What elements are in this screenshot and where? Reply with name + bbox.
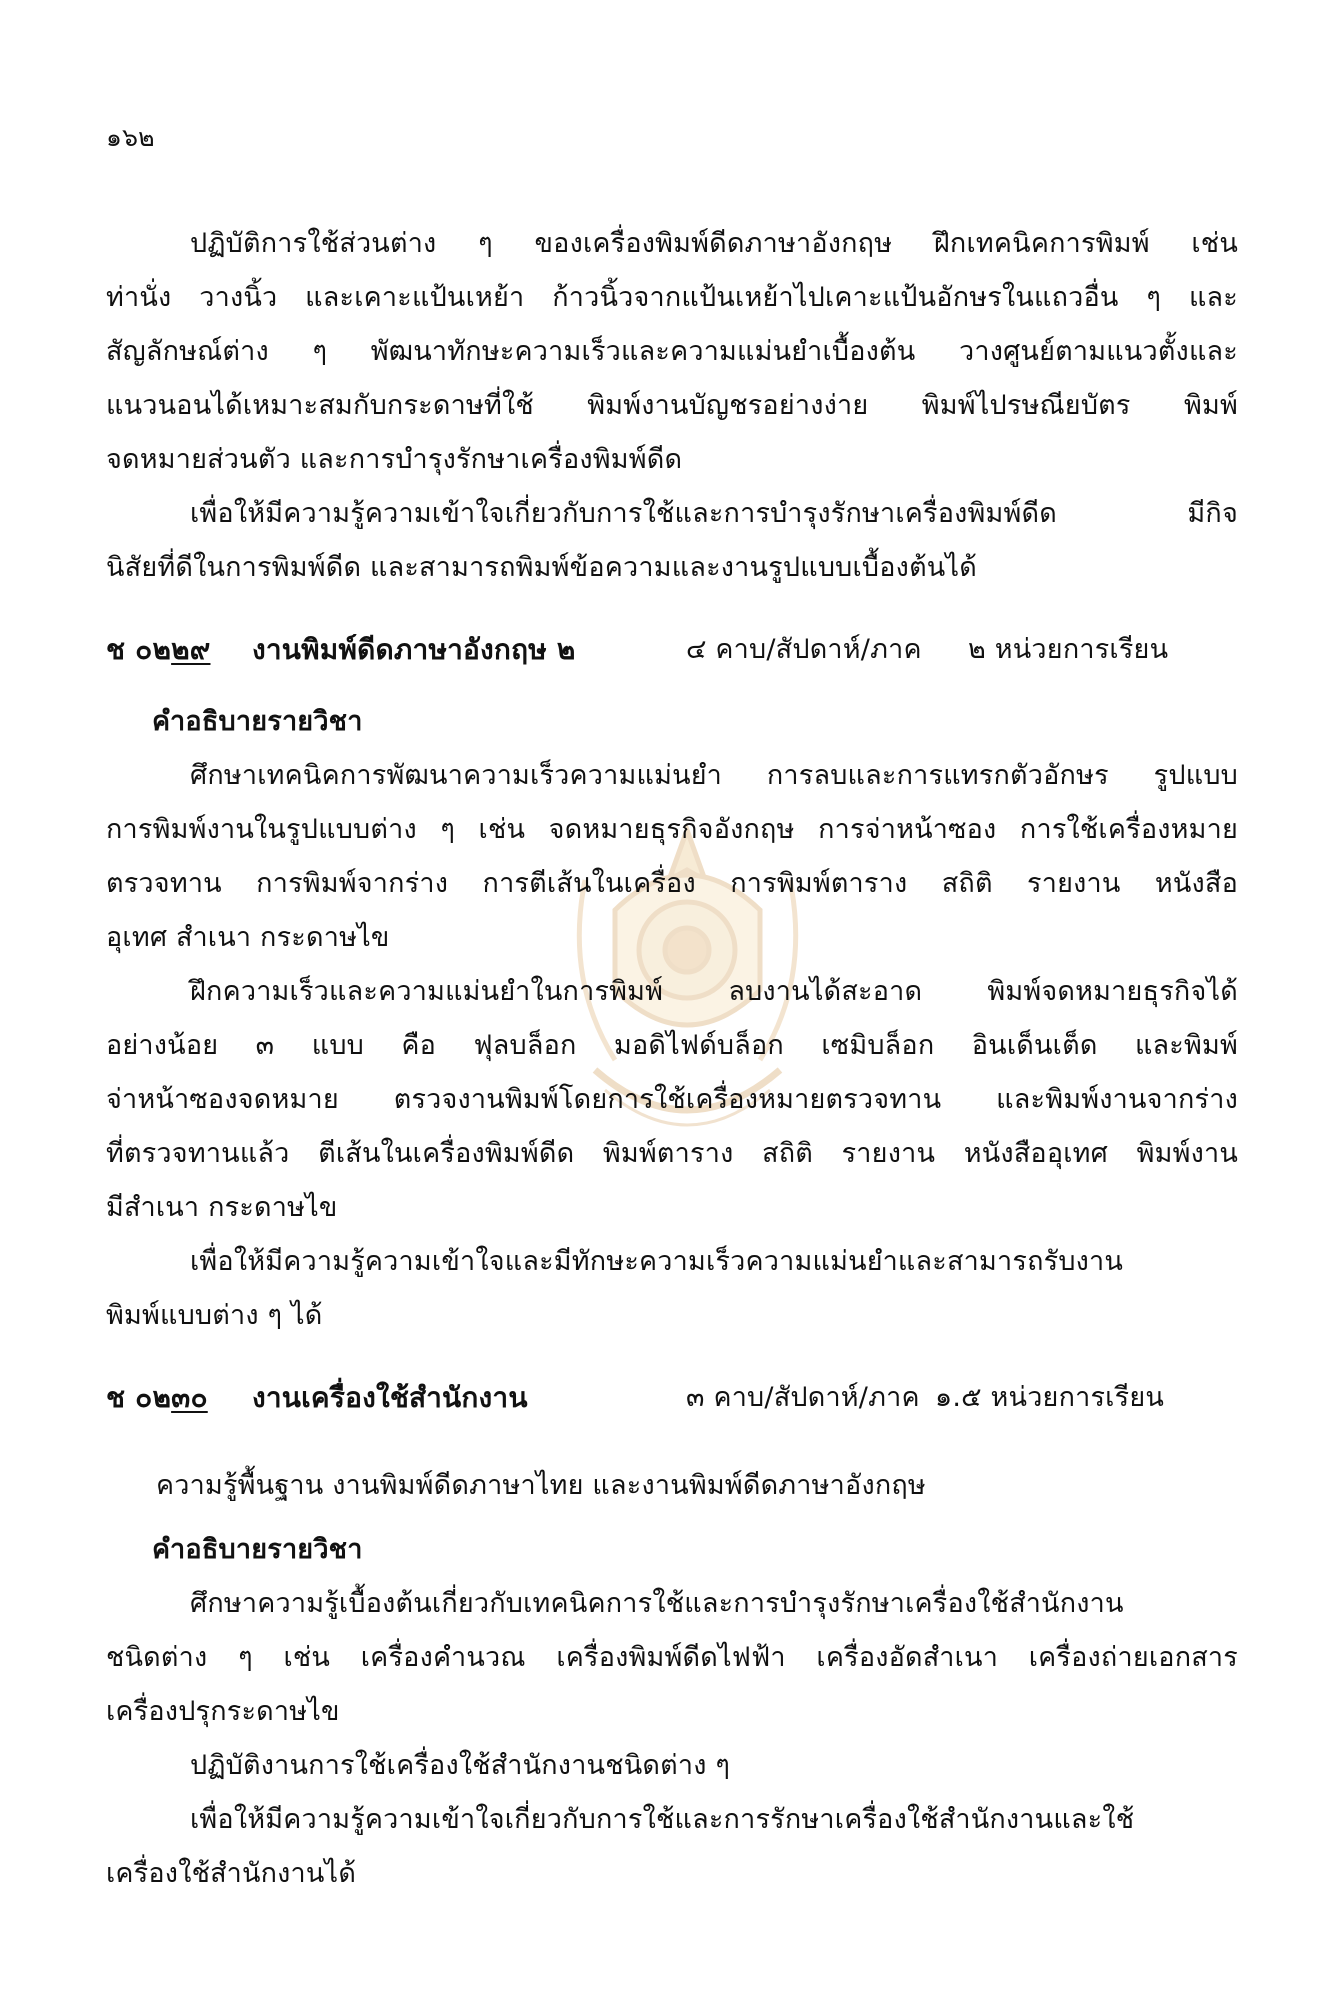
prerequisite-line: ความรู้พื้นฐาน งานพิมพ์ดีดภาษาไทย และงานพิมพ์ดีดภาษาอังกฤษ <box>156 1470 926 1501</box>
paragraph-line: เพื่อให้มีความรู้ความเข้าใจเกี่ยวกับการใช้และการบำรุงรักษาเครื่องพิมพ์ดีด มีกิจ <box>190 498 1238 529</box>
paragraph-line: ปฏิบัติการใช้ส่วนต่าง ๆ ของเครื่องพิมพ์ดีดภาษาอังกฤษ ฝึกเทคนิคการพิมพ์ เช่น <box>190 228 1238 259</box>
paragraph-line: ที่ตรวจทานแล้ว ตีเส้นในเครื่องพิมพ์ดีด พิมพ์ตาราง สถิติ รายงาน หนังสืออุเทศ พิมพ์งาน <box>106 1138 1238 1169</box>
course-title: งานเครื่องใช้สำนักงาน <box>252 1381 528 1414</box>
paragraph-line: เพื่อให้มีความรู้ความเข้าใจเกี่ยวกับการใช้และการรักษาเครื่องใช้สำนักงานและใช้ <box>190 1804 1135 1835</box>
paragraph-line: จ่าหน้าซองจดหมาย ตรวจงานพิมพ์โดยการใช้เครื่องหมายตรวจทาน และพิมพ์งานจากร่าง <box>106 1084 1238 1115</box>
paragraph-line: อย่างน้อย ๓ แบบ คือ ฟุลบล็อก มอดิไฟด์บล็อก เซมิบล็อก อินเด็นเต็ด และพิมพ์ <box>106 1030 1238 1061</box>
paragraph-line: เพื่อให้มีความรู้ความเข้าใจและมีทักษะความเร็วความแม่นยำและสามารถรับงาน <box>190 1246 1124 1277</box>
course-code <box>106 630 210 670</box>
paragraph-line: นิสัยที่ดีในการพิมพ์ดีด และสามารถพิมพ์ข้อความและงานรูปแบบเบื้องต้นได้ <box>106 552 977 583</box>
paragraph-line: ศึกษาเทคนิคการพัฒนาความเร็วความแม่นยำ การลบและการแทรกตัวอักษร รูปแบบ <box>190 760 1238 791</box>
paragraph-line: อุเทศ สำเนา กระดาษไข <box>106 922 390 953</box>
paragraph-line: ชนิดต่าง ๆ เช่น เครื่องคำนวณ เครื่องพิมพ์ดีดไฟฟ้า เครื่องอัดสำเนา เครื่องถ่ายเอกสาร <box>106 1642 1238 1673</box>
course-code-prefix: ช ๐๒ <box>106 633 172 666</box>
paragraph-line: สัญลักษณ์ต่าง ๆ พัฒนาทักษะความเร็วและความแม่นยำเบื้องต้น วางศูนย์ตามแนวตั้งและ <box>106 336 1238 367</box>
page-number: ๑๖๒ <box>106 123 155 152</box>
paragraph-line: มีสำเนา กระดาษไข <box>106 1192 338 1223</box>
paragraph-line: ปฏิบัติงานการใช้เครื่องใช้สำนักงานชนิดต่าง ๆ <box>190 1750 731 1781</box>
paragraph-line: จดหมายส่วนตัว และการบำรุงรักษาเครื่องพิมพ์ดีด <box>106 444 683 475</box>
paragraph-line: แนวนอนได้เหมาะสมกับกระดาษที่ใช้ พิมพ์งานบัญชรอย่างง่าย พิมพ์ไปรษณียบัตร พิมพ์ <box>106 390 1238 421</box>
paragraph-line: เครื่องใช้สำนักงานได้ <box>106 1858 357 1889</box>
paragraph-line: ศึกษาความรู้เบื้องต้นเกี่ยวกับเทคนิคการใช้และการบำรุงรักษาเครื่องใช้สำนักงาน <box>190 1588 1124 1619</box>
paragraph-line: ท่านั่ง วางนิ้ว และเคาะแป้นเหย้า ก้าวนิ้วจากแป้นเหย้าไปเคาะแป้นอักษรในแถวอื่น ๆ และ <box>106 282 1238 313</box>
paragraph-line: ฝึกความเร็วและความแม่นยำในการพิมพ์ ลบงานได้สะอาด พิมพ์จดหมายธุรกิจได้ <box>190 976 1238 1007</box>
course-hours: ๓ คาบ/สัปดาห์/ภาค <box>686 1382 920 1413</box>
course-credits: ๑.๕ หน่วยการเรียน <box>935 1382 1164 1413</box>
course-title: งานพิมพ์ดีดภาษาอังกฤษ ๒ <box>252 633 576 666</box>
paragraph-line: ตรวจทาน การพิมพ์จากร่าง การตีเส้นในเครื่อง การพิมพ์ตาราง สถิติ รายงาน หนังสือ <box>106 868 1238 899</box>
course-code-prefix: ช ๐๒ <box>106 1381 172 1414</box>
course-code-suffix: ๓๐ <box>171 1381 208 1414</box>
course-code <box>106 1378 208 1418</box>
course-credits: ๒ หน่วยการเรียน <box>968 634 1169 665</box>
course-hours: ๔ คาบ/สัปดาห์/ภาค <box>686 634 922 665</box>
paragraph-line: พิมพ์แบบต่าง ๆ ได้ <box>106 1300 323 1331</box>
course-code-suffix: ๒๙ <box>171 633 211 666</box>
paragraph-line: เครื่องปรุกระดาษไข <box>106 1696 340 1727</box>
description-heading: คำอธิบายรายวิชา <box>152 1534 363 1565</box>
description-heading: คำอธิบายรายวิชา <box>152 706 363 737</box>
paragraph-line: การพิมพ์งานในรูปแบบต่าง ๆ เช่น จดหมายธุรกิจอังกฤษ การจ่าหน้าซอง การใช้เครื่องหมาย <box>106 814 1238 845</box>
